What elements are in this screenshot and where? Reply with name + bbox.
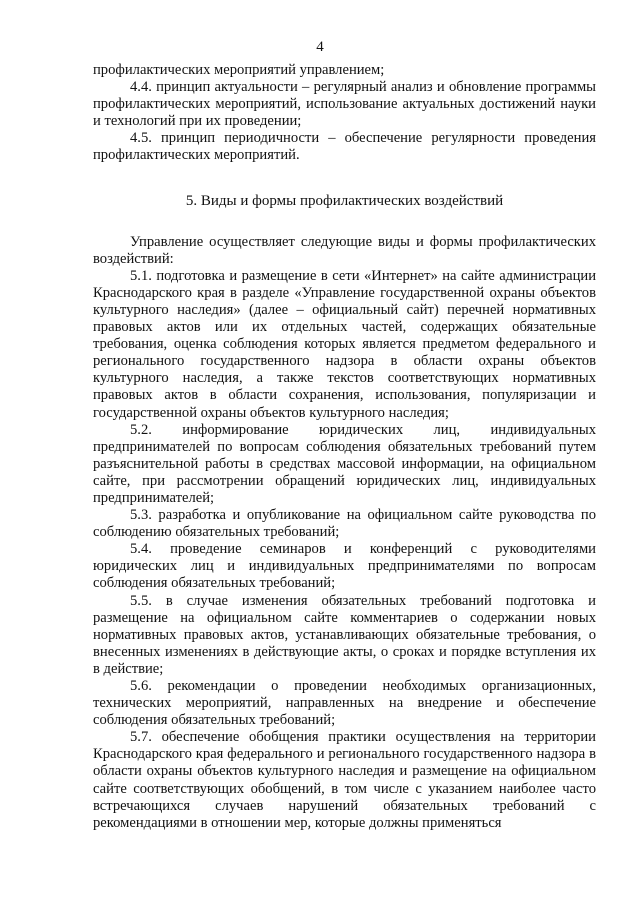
paragraph-4-4: 4.4. принцип актуальности – регулярный анализ и обновление программы профилактических мероприятий, использование актуальных достижений науки и технологий при их проведении; — [93, 79, 596, 130]
paragraph-5-6: 5.6. рекомендации о проведении необходимых организационных, технических мероприятий, направленных на внедрение и обеспечение соблюдения обязательных требований; — [93, 678, 596, 729]
paragraph-5-7: 5.7. обеспечение обобщения практики осуществления на территории Краснодарского края федерального и регионального государственного надзора в области охраны объектов культурного наследия и размещение на официальном сайте соответствующих обобщений, в том числе с указанием наиболее часто встречающихся случаев нарушений обязательных требований с рекомендациями в отношении мер, которые должны применяться — [93, 729, 596, 831]
paragraph-4-5: 4.5. принцип периодичности – обеспечение регулярности проведения профилактических мероприятий. — [93, 130, 596, 164]
spacer — [93, 210, 596, 234]
paragraph-5-3: 5.3. разработка и опубликование на официальном сайте руководства по соблюдению обязательных требований; — [93, 507, 596, 541]
paragraph-5-1: 5.1. подготовка и размещение в сети «Интернет» на сайте администрации Краснодарского края в разделе «Управление государственной охраны объектов культурного наследия» (далее – официальный сайт) перечней нормативных правовых актов или их отдельных частей, содержащих обязательные требования, оценка соблюдения которых является предметом федерального и регионального государственного надзора в области охраны объектов культурного наследия, а также текстов соответствующих нормативных правовых актов в области сохранения, использования, популяризации и государственной охраны объектов культурного наследия; — [93, 267, 596, 421]
paragraph-continuation: профилактических мероприятий управлением; — [93, 62, 385, 78]
paragraph-5-5: 5.5. в случае изменения обязательных требований подготовка и размещение на официальном сайте комментариев о содержании новых нормативных правовых актов, устанавливающих обязательные требования, о внесенных изменениях в действующие акты, о сроках и порядке вступления их в действие; — [93, 592, 596, 677]
document-body — [93, 62, 596, 832]
paragraph-intro: Управление осуществляет следующие виды и формы профилактических воздействий: — [93, 233, 596, 267]
spacer — [93, 165, 596, 192]
paragraph-5-4: 5.4. проведение семинаров и конференций с руководителями юридических лиц и индивидуальных предпринимателями по вопросам соблюдения обязательных требований; — [93, 541, 596, 592]
section-heading: 5. Виды и формы профилактических воздействий — [185, 192, 504, 209]
paragraph-5-2: 5.2. информирование юридических лиц, индивидуальных предпринимателей по вопросам соблюдения обязательных требований путем разъяснительной работы в средствах массовой информации, на официальном сайте, при рассмотрении обращений юридических лиц, индивидуальных предпринимателей; — [93, 421, 596, 506]
page-number: 4 — [316, 39, 324, 55]
